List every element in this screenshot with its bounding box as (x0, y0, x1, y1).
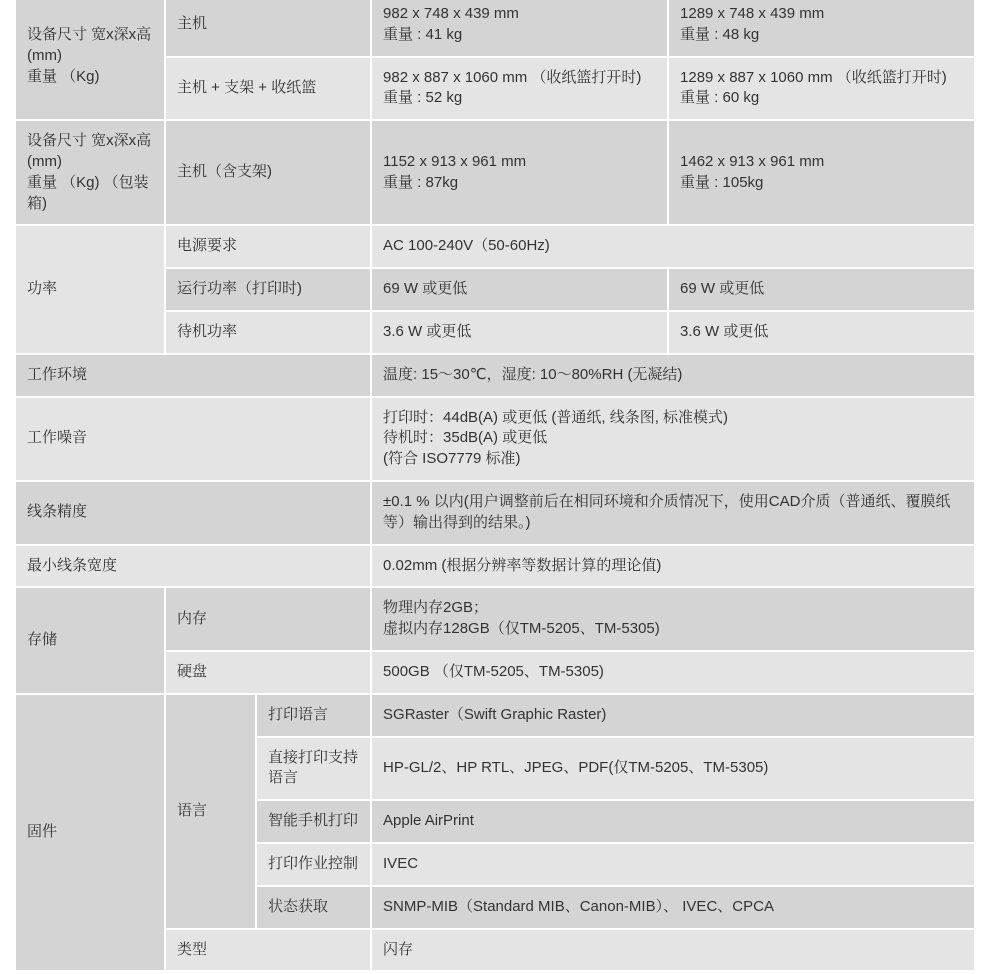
item-hdd: 硬盘 (166, 652, 370, 693)
category-noise: 工作噪音 (16, 398, 370, 480)
value-firmware-type: 闪存 (372, 930, 974, 971)
category-dimensions-package: 设备尺寸 宽x深x高 (mm) 重量 （Kg) （包装 箱) (16, 121, 164, 224)
value-power-supply: AC 100-240V（50-60Hz) (372, 226, 974, 267)
spec-row-power-supply (16, 226, 974, 267)
value-memory: 物理内存2GB； 虚拟内存128GB（仅TM-5205、TM-5305) (372, 588, 974, 650)
item-firmware-type: 类型 (166, 930, 370, 971)
item-direct-print-languages: 直接打印支持 语言 (257, 738, 370, 800)
item-power-operating: 运行功率（打印时) (166, 269, 370, 310)
value-model-a: 982 x 887 x 1060 mm （收纸篮打开时) 重量 : 52 kg (372, 58, 667, 120)
value-smartphone-print: Apple AirPrint (372, 801, 974, 842)
subcategory-language: 语言 (166, 695, 255, 928)
item-unit-with-stand: 主机（含支架) (166, 121, 370, 224)
spec-row-firmware-print-language (16, 695, 974, 736)
category-min-line-width: 最小线条宽度 (16, 546, 370, 587)
value-hdd: 500GB （仅TM-5205、TM-5305) (372, 652, 974, 693)
category-storage: 存储 (16, 588, 164, 692)
value-min-line-width: 0.02mm (根据分辨率等数据计算的理论值) (372, 546, 974, 587)
spec-row-noise (16, 398, 974, 480)
value-environment: 温度: 15～30℃，湿度: 10～80%RH (无凝结) (372, 355, 974, 396)
spec-row-storage-memory (16, 588, 974, 650)
item-memory: 内存 (166, 588, 370, 650)
spec-row-line-accuracy (16, 482, 974, 544)
value-model-a: 69 W 或更低 (372, 269, 667, 310)
value-noise: 打印时：44dB(A) 或更低 (普通纸, 线条图, 标准模式) 待机时：35dB(A) 或更低 (符合 ISO7779 标准) (372, 398, 974, 480)
value-line-accuracy: ±0.1 % 以内(用户调整前后在相同环境和介质情况下，使用CAD介质（普通纸、覆膜纸 等）输出得到的结果。) (372, 482, 974, 544)
item-power-supply: 电源要求 (166, 226, 370, 267)
item-unit-stand-basket: 主机 + 支架 + 收纸篮 (166, 58, 370, 120)
category-firmware: 固件 (16, 695, 164, 971)
category-power: 功率 (16, 226, 164, 352)
item-main-unit: 主机 (166, 0, 370, 56)
spec-row-dimensions-main-unit (16, 0, 974, 56)
value-model-b: 1289 x 887 x 1060 mm （收纸篮打开时) 重量 : 60 kg (669, 58, 974, 120)
item-power-standby: 待机功率 (166, 312, 370, 353)
value-model-a: 1152 x 913 x 961 mm 重量 : 87kg (372, 121, 667, 224)
category-dimensions-weight: 设备尺寸 宽x深x高 (mm) 重量 （Kg) (16, 0, 164, 119)
value-job-control: IVEC (372, 844, 974, 885)
value-model-b: 1462 x 913 x 961 mm 重量 : 105kg (669, 121, 974, 224)
value-model-b: 3.6 W 或更低 (669, 312, 974, 353)
value-model-a: 982 x 748 x 439 mm 重量 : 41 kg (372, 0, 667, 56)
spec-row-environment (16, 355, 974, 396)
spec-row-dimensions-package (16, 121, 974, 224)
item-smartphone-print: 智能手机打印 (257, 801, 370, 842)
spec-row-min-line-width (16, 546, 974, 587)
value-model-b: 69 W 或更低 (669, 269, 974, 310)
item-job-control: 打印作业控制 (257, 844, 370, 885)
value-model-a: 3.6 W 或更低 (372, 312, 667, 353)
spec-table (14, 0, 976, 972)
value-print-language: SGRaster（Swift Graphic Raster) (372, 695, 974, 736)
value-model-b: 1289 x 748 x 439 mm 重量 : 48 kg (669, 0, 974, 56)
value-direct-print-languages: HP-GL/2、HP RTL、JPEG、PDF(仅TM-5205、TM-5305) (372, 738, 974, 800)
item-status-retrieval: 状态获取 (257, 887, 370, 928)
category-environment: 工作环境 (16, 355, 370, 396)
item-print-language: 打印语言 (257, 695, 370, 736)
value-status-retrieval: SNMP-MIB（Standard MIB、Canon-MIB）、 IVEC、CPCA (372, 887, 974, 928)
category-line-accuracy: 线条精度 (16, 482, 370, 544)
